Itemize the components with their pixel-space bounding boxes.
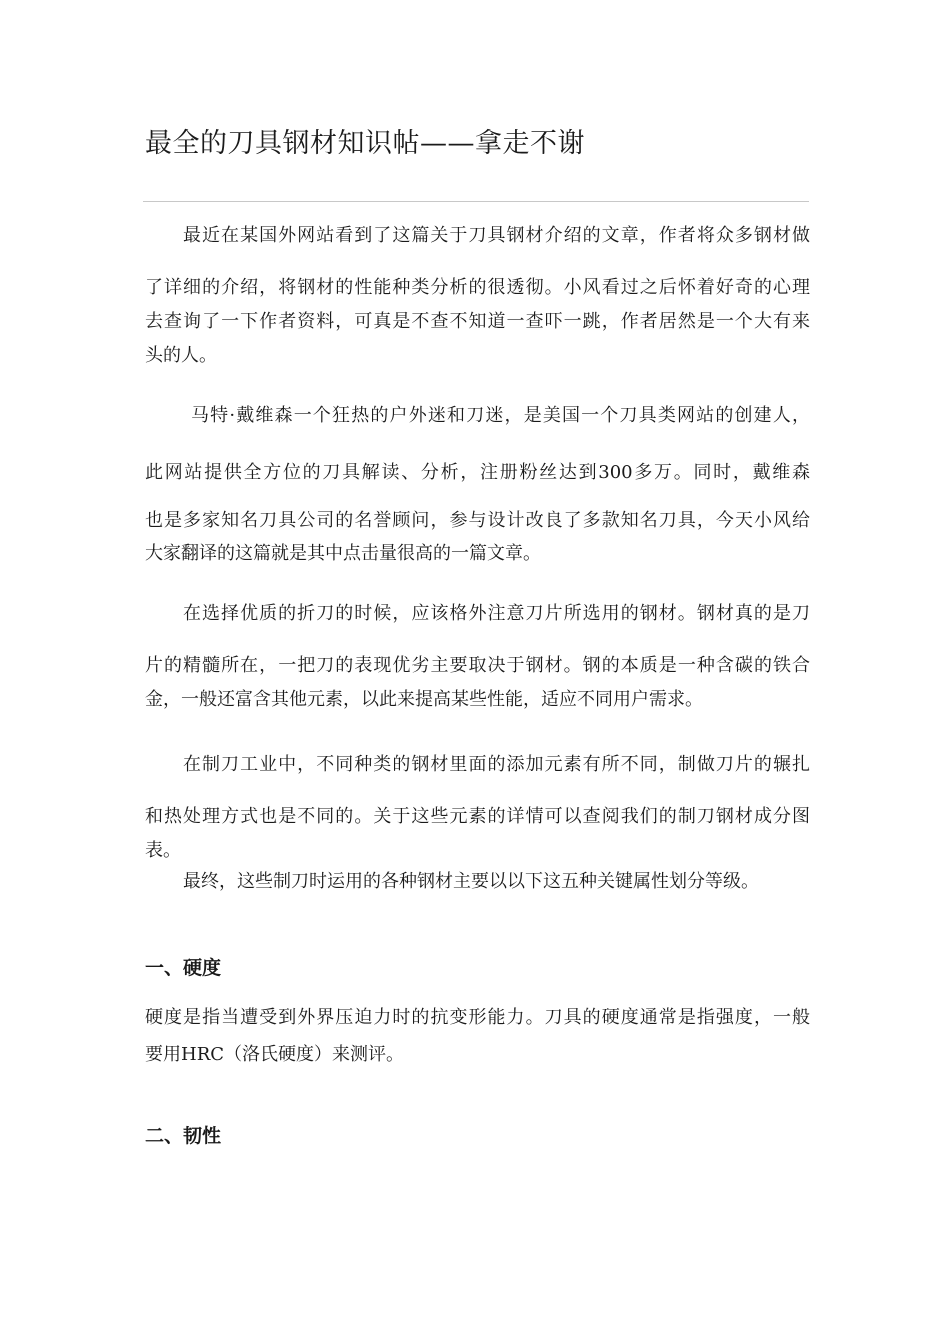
section-1-line-2: 要用HRC（洛氏硬度）来测评。	[145, 1044, 405, 1065]
section-1-line-1: 硬度是指当遭受到外界压迫力时的抗变形能力。刀具的硬度通常是指强度，一般	[145, 1007, 810, 1028]
paragraph-2-line-4: 大家翻译的这篇就是其中点击量很高的一篇文章。	[145, 543, 541, 564]
paragraph-2-line-3: 也是多家知名刀具公司的名誉顾问，参与设计改良了多款知名刀具，今天小风给	[145, 510, 810, 531]
paragraph-2-line-2: 此网站提供全方位的刀具解读、分析，注册粉丝达到300多万。同时，戴维森	[145, 462, 810, 483]
paragraph-2-line-1: 马特·戴维森一个狂热的户外迷和刀迷，是美国一个刀具类网站的创建人，	[191, 405, 810, 426]
section-heading-hardness: 一、硬度	[145, 957, 222, 979]
title-divider	[143, 201, 809, 202]
paragraph-5-line-1: 最终，这些制刀时运用的各种钢材主要以以下这五种关键属性划分等级。	[183, 871, 759, 892]
paragraph-1-line-4: 头的人。	[145, 345, 217, 366]
paragraph-4-line-2: 和热处理方式也是不同的。关于这些元素的详情可以查阅我们的制刀钢材成分图	[145, 806, 810, 827]
document-title: 最全的刀具钢材知识帖——拿走不谢	[145, 128, 585, 159]
paragraph-3-line-3: 金，一般还富含其他元素，以此来提高某些性能，适应不同用户需求。	[145, 689, 703, 710]
paragraph-4-line-3: 表。	[145, 840, 181, 861]
paragraph-1-line-3: 去查询了一下作者资料，可真是不查不知道一查吓一跳，作者居然是一个大有来	[145, 311, 810, 332]
paragraph-3-line-2: 片的精髓所在，一把刀的表现优劣主要取决于钢材。钢的本质是一种含碳的铁合	[145, 655, 810, 676]
paragraph-1-line-2: 了详细的介绍，将钢材的性能种类分析的很透彻。小风看过之后怀着好奇的心理	[145, 277, 810, 298]
paragraph-3-line-1: 在选择优质的折刀的时候，应该格外注意刀片所选用的钢材。钢材真的是刀	[183, 603, 810, 624]
paragraph-4-line-1: 在制刀工业中，不同种类的钢材里面的添加元素有所不同，制做刀片的辗扎	[183, 754, 810, 775]
section-heading-toughness: 二、韧性	[145, 1125, 222, 1147]
paragraph-1-line-1: 最近在某国外网站看到了这篇关于刀具钢材介绍的文章，作者将众多钢材做	[183, 225, 810, 246]
